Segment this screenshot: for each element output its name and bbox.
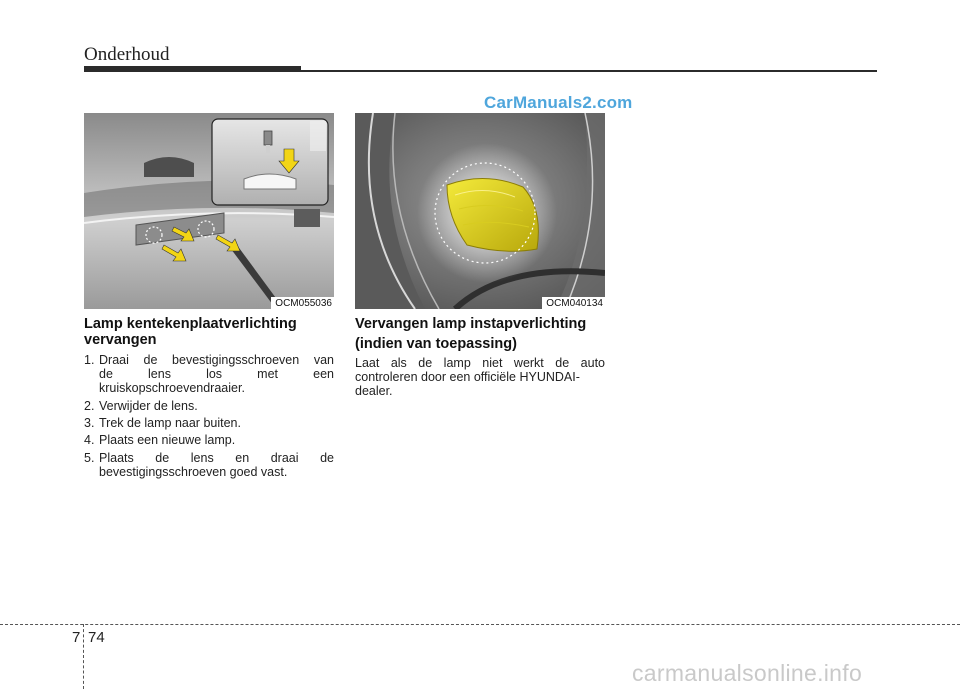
figure-code-label: OCM040134	[542, 297, 605, 309]
step-1-line1: Draai de bevestigingsschroeven van	[99, 353, 334, 367]
step-5-line2: bevestigingsschroeven goed vast.	[99, 465, 288, 479]
step-number: 5.	[84, 451, 95, 465]
footer-dashed-divider	[83, 624, 84, 689]
courtesy-lamp-body-line3: dealer.	[355, 384, 393, 398]
step-number: 2.	[84, 399, 95, 413]
section-heading-courtesy-lamp-line2: (indien van toepassing)	[355, 336, 517, 352]
step-number: 3.	[84, 416, 95, 430]
header-rule-thin	[301, 70, 877, 72]
figure-license-plate-lamp	[84, 113, 334, 309]
step-number: 1.	[84, 353, 95, 367]
step-3-text: Trek de lamp naar buiten.	[99, 416, 241, 430]
license-plate-illustration	[84, 113, 334, 309]
header-rule-thick	[84, 66, 301, 72]
chapter-number: 7	[72, 629, 81, 646]
section-heading-license-lamp-line1: Lamp kentekenplaatverlichting	[84, 316, 297, 332]
section-heading-courtesy-lamp-line1: Vervangen lamp instapverlichting	[355, 316, 587, 332]
page-number: 74	[88, 629, 105, 646]
step-4-text: Plaats een nieuwe lamp.	[99, 433, 236, 447]
figure-courtesy-lamp	[355, 113, 605, 309]
step-1-line3: kruiskopschroevendraaier.	[99, 381, 245, 395]
page-section-title: Onderhoud	[84, 44, 170, 65]
courtesy-lamp-body-line1: Laat als de lamp niet werkt de auto	[355, 356, 605, 370]
watermark-carmanualsonline: carmanualsonline.info	[632, 660, 863, 686]
courtesy-lamp-body-line2: controleren door een officiële HYUNDAI-	[355, 370, 580, 384]
step-1-line2: de lens los met een	[99, 367, 334, 381]
watermark-carmanuals: CarManuals2.com	[484, 93, 633, 112]
section-heading-license-lamp-line2: vervangen	[84, 332, 157, 348]
figure-code-label: OCM055036	[271, 297, 334, 309]
courtesy-lamp-illustration	[355, 113, 605, 309]
footer-dashed-rule	[0, 624, 960, 625]
step-5-line1: Plaats de lens en draai de	[99, 451, 334, 465]
step-number: 4.	[84, 433, 95, 447]
step-2-text: Verwijder de lens.	[99, 399, 198, 413]
